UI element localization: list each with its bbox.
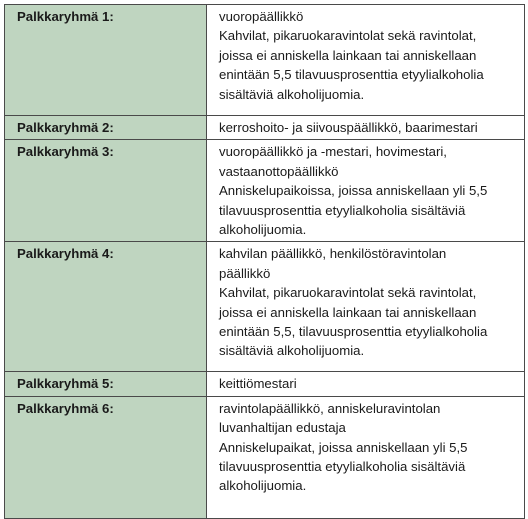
table-row [5,372,525,396]
salary-group-label: Palkkaryhmä 4: [5,242,207,372]
salary-group-description [207,116,525,140]
description-line: Kahvilat, pikaruokaravintolat sekä ravintolat, [219,28,477,44]
salary-group-description [207,5,525,116]
description-line: keittiömestari [219,376,297,392]
description-line: kahvilan päällikkö, henkilöstöravintolan [219,246,447,262]
salary-group-label: Palkkaryhmä 1: [5,5,207,116]
salary-group-description [207,396,525,518]
salary-group-description [207,140,525,242]
description-line: alkoholijuomia. [219,222,307,238]
description-line: sisältäviä alkoholijuomia. [219,86,365,102]
table-row [5,116,525,140]
description-line: alkoholijuomia. [219,478,307,494]
description-line: kerroshoito- ja siivouspäällikkö, baarimestari [219,120,478,135]
salary-group-label: Palkkaryhmä 3: [5,140,207,242]
salary-group-label: Palkkaryhmä 2: [5,116,207,140]
description-line: joissa ei anniskella lainkaan tai anniskellaan [219,47,477,63]
table-row [5,242,525,372]
salary-group-description [207,242,525,372]
salary-group-label: Palkkaryhmä 6: [5,396,207,518]
table-row [5,140,525,242]
description-line: tilavuusprosenttia etyylialkoholia sisältäviä [219,459,466,475]
description-line: Anniskelupaikoissa, joissa anniskellaan yli 5,5 [219,183,488,199]
description-line: enintään 5,5, tilavuusprosenttia etyylialkoholia [219,324,488,340]
description-line: vastaanottopäällikkö [219,163,339,179]
description-line: sisältäviä alkoholijuomia. [219,343,365,359]
table-row [5,5,525,116]
description-line: vuoropäällikkö [219,9,304,24]
description-line: joissa ei anniskella lainkaan tai anniskellaan [219,304,477,320]
salary-group-description [207,372,525,396]
table-row [5,396,525,518]
description-line: vuoropäällikkö ja -mestari, hovimestari, [219,144,447,160]
description-line: Kahvilat, pikaruokaravintolat sekä ravintolat, [219,285,477,301]
description-line: enintään 5,5 tilavuusprosenttia etyylialkoholia [219,67,484,83]
description-line: päällikkö [219,265,271,281]
salary-group-label: Palkkaryhmä 5: [5,372,207,396]
description-line: tilavuusprosenttia etyylialkoholia sisältäviä [219,202,466,218]
description-line: luvanhaltijan edustaja [219,420,346,436]
description-line: Anniskelupaikat, joissa anniskellaan yli 5,5 [219,439,468,455]
salary-group-table [4,4,525,519]
description-line: ravintolapäällikkö, anniskeluravintolan [219,400,441,416]
